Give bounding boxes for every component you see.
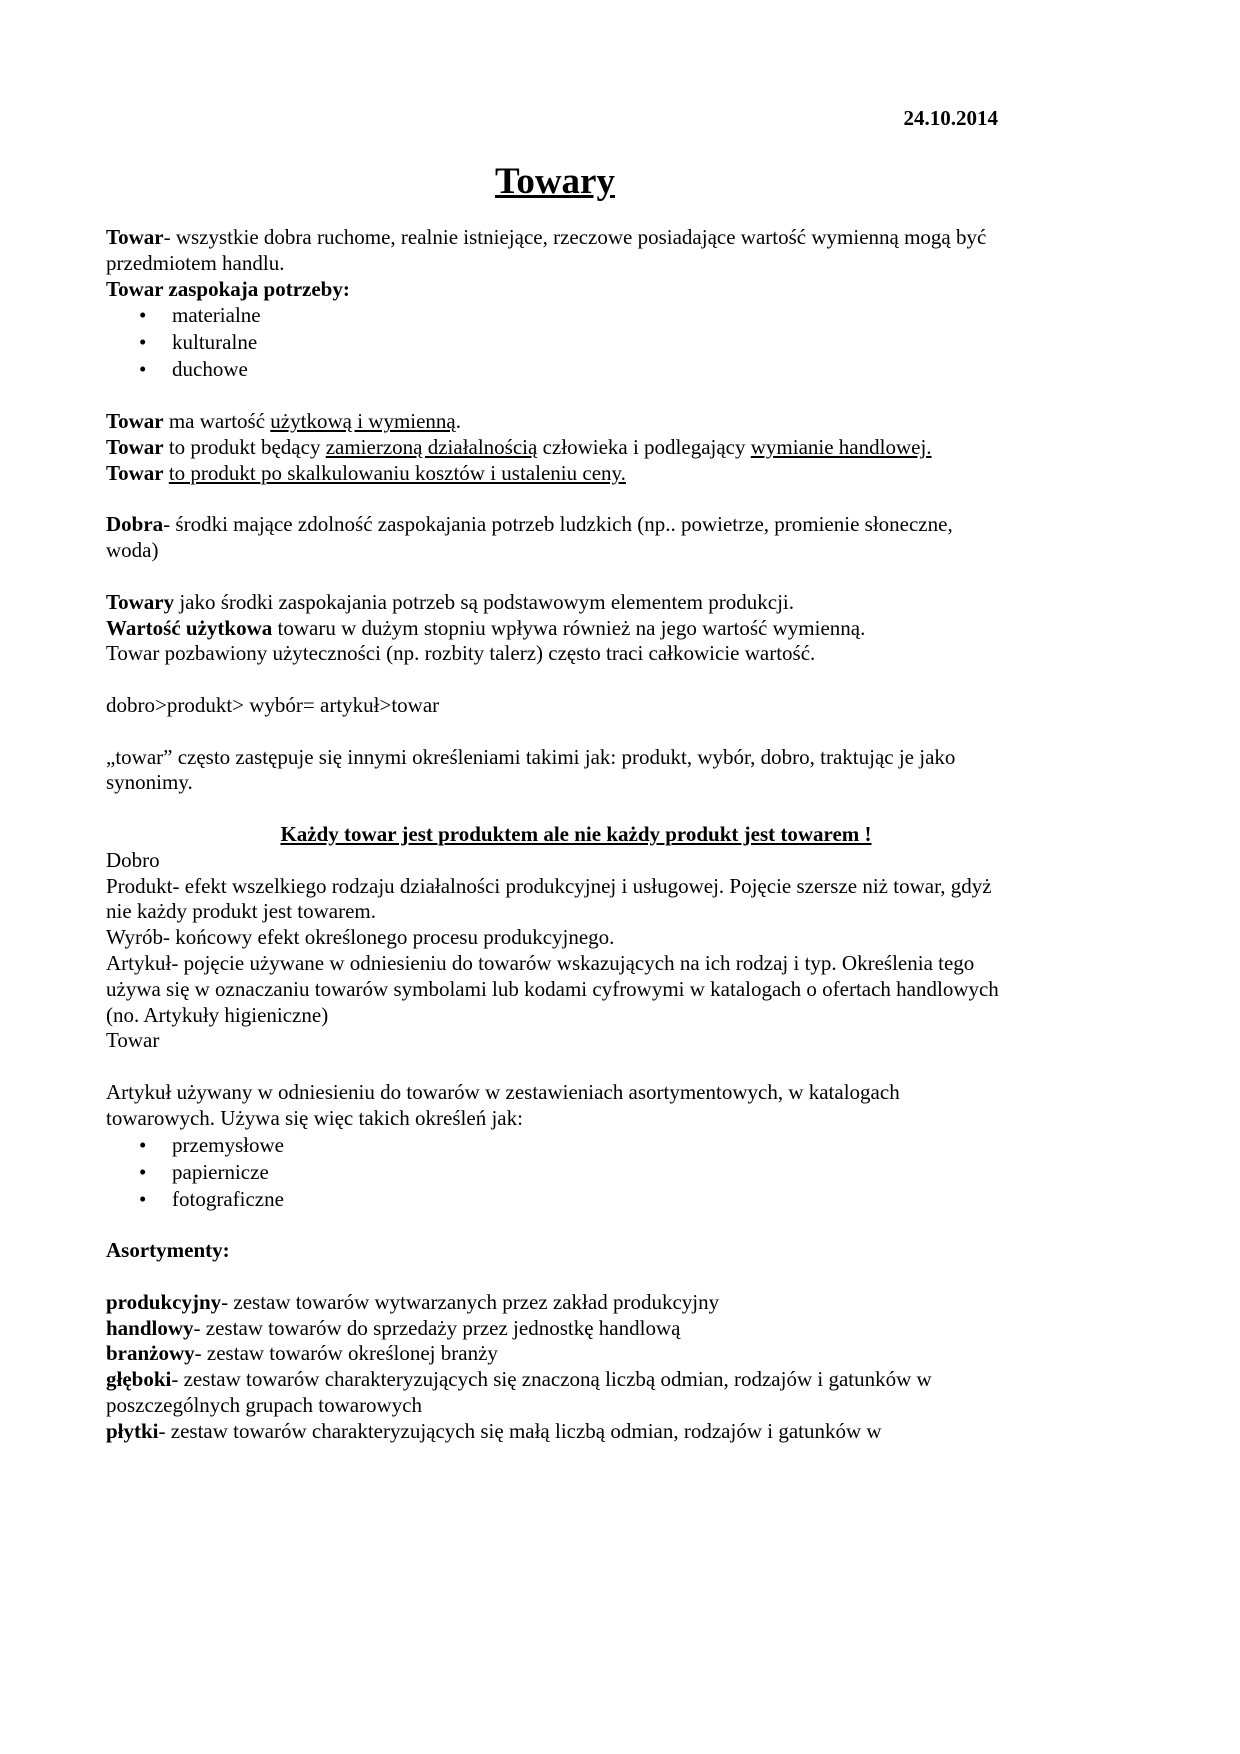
page-title: Towary — [495, 161, 615, 202]
needs-list — [106, 302, 1006, 383]
artykul-list — [106, 1132, 1006, 1213]
line: Towar to produkt będący zamierzoną działalnością człowieka i podlegający wymianie handlowej. — [106, 434, 932, 459]
line: Wartość użytkowa towaru w dużym stopniu wpływa również na jego wartość wymienną. — [106, 615, 866, 640]
heading: Towar zaspokaja potrzeby: — [106, 276, 350, 301]
line: Towar ma wartość użytkową i wymienną. — [106, 409, 461, 434]
synonyms: „towar” często zastępuje się innymi określeniami takimi jak: produkt, wybór, dobro, traktując je jako synonimy. — [106, 744, 956, 795]
line: Towar pozbawiony użyteczności (np. rozbity talerz) często traci całkowicie wartość. — [106, 641, 816, 666]
asort-item: branżowy- zestaw towarów określonej branży — [106, 1341, 498, 1366]
list-item: • materialne — [106, 302, 1006, 329]
list-item: • duchowe — [106, 356, 1006, 383]
needs-heading — [106, 277, 1006, 303]
asort-heading: Asortymenty: — [106, 1238, 230, 1263]
line: Towary jako środki zaspokajania potrzeb są podstawowym elementem produkcji. — [106, 589, 794, 614]
asort-item: produkcyjny- zestaw towarów wytwarzanych przez zakład produkcyjny — [106, 1289, 720, 1314]
list-item: • przemysłowe — [106, 1132, 1006, 1159]
def: Produkt- efekt wszelkiego rodzaju działalności produkcyjnej i usługowej. Pojęcie szersze niż towar, gdyż nie każdy produkt jest towarem. — [106, 873, 992, 924]
list-item: • kulturalne — [106, 329, 1006, 356]
date: 24.10.2014 — [903, 106, 998, 130]
document-body — [106, 225, 1006, 1445]
list-item: • papiernicze — [106, 1159, 1006, 1186]
text: - wszystkie dobra ruchome, realnie istniejące, rzeczowe posiadające wartość wymienną mogą być przedmiotem handlu. — [106, 225, 987, 275]
asort-item: handlowy- zestaw towarów do sprzedaży przez jednostkę handlową — [106, 1315, 681, 1340]
def: Artykuł- pojęcie używane w odniesieniu do towarów wskazujących na ich rodzaj i typ. Określenia tego używa się w oznaczaniu towarów symbolami lub kodami cyfrowymi w katalogach o ofertach handlowych (no. Artykuły higieniczne) — [106, 950, 999, 1027]
def: Towar — [106, 1028, 160, 1053]
line: Towar to produkt po skalkulowaniu kosztów i ustaleniu ceny. — [106, 460, 626, 485]
motto: Każdy towar jest produktem ale nie każdy produkt jest towarem ! — [280, 821, 872, 846]
asort-item: płytki- zestaw towarów charakteryzujących się małą liczbą odmian, rodzajów i gatunków w — [106, 1418, 882, 1443]
term: Towar — [106, 225, 164, 249]
asort-item: głęboki- zestaw towarów charakteryzujących się znaczoną liczbą odmian, rodzajów i gatunków w poszczególnych grupach towarowych — [106, 1367, 932, 1418]
def: Wyrób- końcowy efekt określonego procesu produkcyjnego. — [106, 925, 615, 950]
def: Dobro — [106, 847, 160, 872]
towar-definition — [106, 225, 1006, 277]
chain: dobro>produkt> wybór= artykuł>towar — [106, 692, 440, 717]
list-item: • fotograficzne — [106, 1186, 1006, 1213]
artykul-text: Artykuł używany w odniesieniu do towarów w zestawieniach asortymentowych, w katalogach towarowych. Używa się więc takich określeń jak: — [106, 1079, 900, 1130]
dobra-definition: Dobra- środki mające zdolność zaspokajania potrzeb ludzkich (np.. powietrze, promienie słoneczne, woda) — [106, 512, 953, 563]
